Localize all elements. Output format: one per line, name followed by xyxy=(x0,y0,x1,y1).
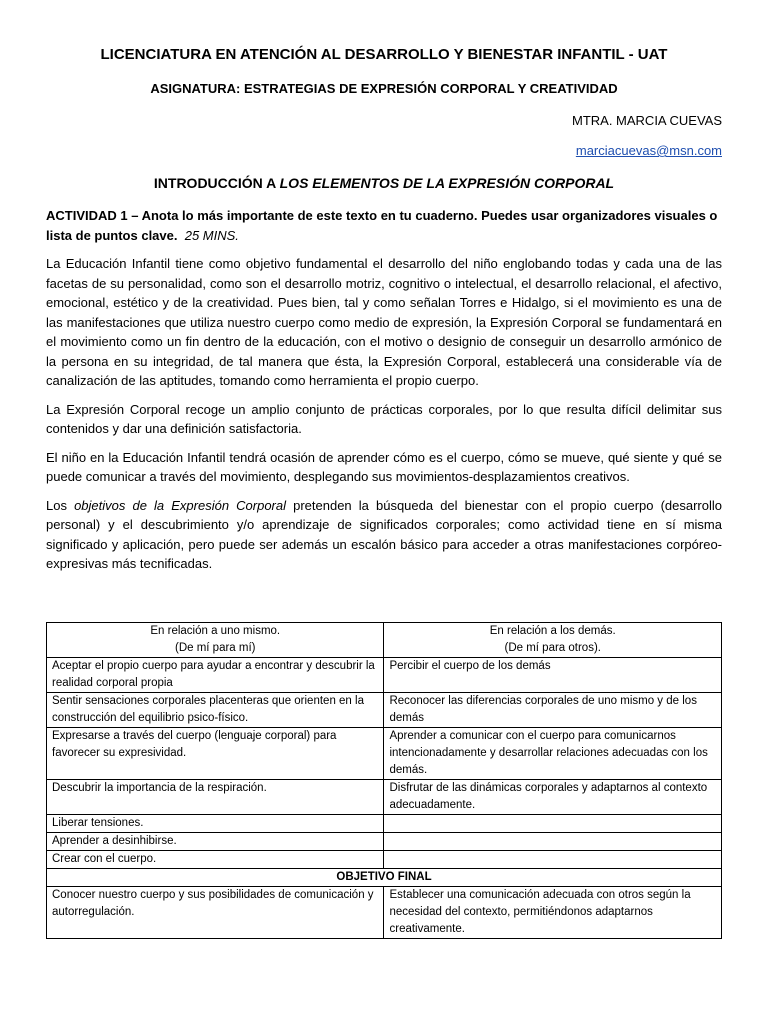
teacher-name: MTRA. MARCIA CUEVAS xyxy=(571,113,722,128)
final-objective-header-row xyxy=(47,869,722,887)
activity-instruction xyxy=(46,206,722,245)
header-self-title: En relación a uno mismo. xyxy=(150,625,281,637)
final-objective-row xyxy=(47,887,722,939)
header-others xyxy=(384,623,722,658)
table-cell: Sentir sensaciones corporales placenteras que orienten en la construcción del equilibrio psico-físico. xyxy=(47,693,384,728)
table-cell: Reconocer las diferencias corporales de uno mismo y de los demás xyxy=(384,693,722,728)
table-row xyxy=(47,728,722,780)
final-objective-self: Conocer nuestro cuerpo y sus posibilidades de comunicación y autorregulación. xyxy=(47,887,384,939)
table-cell: Disfrutar de las dinámicas corporales y adaptarnos al contexto adecuadamente. xyxy=(384,780,722,815)
paragraph-4 xyxy=(46,496,722,574)
table-cell: Crear con el cuerpo. xyxy=(47,851,384,869)
body-text xyxy=(46,206,722,583)
table-cell: Liberar tensiones. xyxy=(47,815,384,833)
teacher-email-link[interactable]: marciacuevas@msn.com xyxy=(575,143,722,158)
section-heading-prefix: INTRODUCCIÓN A xyxy=(153,175,280,191)
table-row xyxy=(47,693,722,728)
table-header-row xyxy=(47,623,722,658)
section-heading xyxy=(0,175,768,191)
paragraph-4-rest: pretenden la búsqueda del bienestar con el propio cuerpo (desarrollo personal) y el descubrimiento y/o aprendizaje de significados corporales; como actividad tiene en sí misma significado y aplicación, pero puede ser además un escalón básico para acceder a otras manifestaciones corpóreo-expresivas más tecnificadas. xyxy=(46,497,722,571)
table-cell: Expresarse a través del cuerpo (lenguaje corporal) para favorecer su expresividad. xyxy=(47,728,384,780)
paragraph-2: La Expresión Corporal recoge un amplio conjunto de prácticas corporales, por lo que resulta difícil delimitar sus contenidos y dar una definición satisfactoria. xyxy=(46,401,722,436)
document-title: LICENCIATURA EN ATENCIÓN AL DESARROLLO Y BIENESTAR INFANTIL - UAT xyxy=(100,46,668,63)
activity-text: ACTIVIDAD 1 – Anota lo más importante de este texto en tu cuaderno. Puedes usar organizadores visuales o lista de puntos clave. xyxy=(46,208,718,243)
table-row xyxy=(47,658,722,693)
table-row xyxy=(47,833,722,851)
section-heading-italic: LOS ELEMENTOS DE LA EXPRESIÓN CORPORAL xyxy=(279,175,615,191)
header-others-title: En relación a los demás. xyxy=(489,625,616,637)
activity-time: 25 MINS. xyxy=(184,227,239,243)
paragraph-4-start: Los xyxy=(46,497,75,513)
objectives-table xyxy=(46,622,722,939)
table-cell: Aprender a comunicar con el cuerpo para comunicarnos intencionadamente y desarrollar relaciones adecuadas con los demás. xyxy=(384,728,722,780)
table-cell xyxy=(384,851,722,869)
table-cell xyxy=(384,833,722,851)
final-objective-others: Establecer una comunicación adecuada con otros según la necesidad del contexto, permitiéndonos adaptarnos creativamente. xyxy=(384,887,722,939)
table-row xyxy=(47,780,722,815)
table-row xyxy=(47,815,722,833)
final-objective-title: OBJETIVO FINAL xyxy=(47,869,722,887)
paragraph-1: La Educación Infantil tiene como objetivo fundamental el desarrollo del niño englobando todas y cada una de las facetas de su personalidad, como son el desarrollo motriz, cognitivo o intelectual, el desarrollo relacional, el afectivo, emocional, estético y de la creatividad. Pues bien, tal y como señalan Torres e Hidalgo, si el movimiento es una de las manifestaciones que utiliza nuestro cuerpo como medio de expresión, la Expresión Corporal se fundamentará en el movimiento como un fin dentro de la educación, con el motivo o designio de conseguir un desarrollo armónico de la persona en su integridad, de tal manera que ésta, la Expresión Corporal, establecerá una considerable vía de canalización de las aptitudes, tomando como herramienta el propio cuerpo. xyxy=(46,256,722,388)
table-cell xyxy=(384,815,722,833)
paragraph-4-italic: objetivos de la Expresión Corporal xyxy=(74,497,287,513)
header-others-subtitle: (De mí para otros). xyxy=(504,642,601,654)
table-cell: Percibir el cuerpo de los demás xyxy=(384,658,722,693)
table-row xyxy=(47,851,722,869)
table-cell: Aprender a desinhibirse. xyxy=(47,833,384,851)
header-self-subtitle: (De mí para mí) xyxy=(174,642,256,654)
paragraph-3: El niño en la Educación Infantil tendrá ocasión de aprender cómo es el cuerpo, cómo se mueve, qué siente y qué se puede comunicar a través del movimiento, desplegando sus movimientos-desplazamientos creativos. xyxy=(46,449,722,484)
table-cell: Descubrir la importancia de la respiración. xyxy=(47,780,384,815)
table-cell: Aceptar el propio cuerpo para ayudar a encontrar y descubrir la realidad corporal propia xyxy=(47,658,384,693)
subject-heading: ASIGNATURA: ESTRATEGIAS DE EXPRESIÓN CORPORAL Y CREATIVIDAD xyxy=(150,81,618,96)
header-self xyxy=(47,623,384,658)
